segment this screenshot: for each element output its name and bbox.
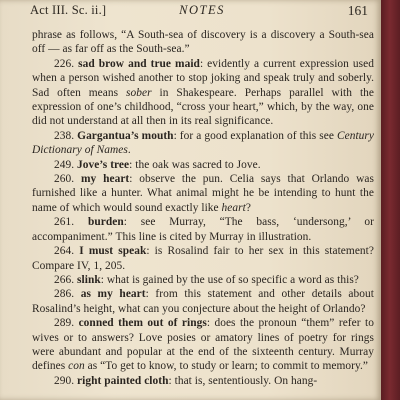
note-lemma: right painted cloth [77,374,169,387]
line-number: 238. [54,129,75,142]
line-number: 260. [54,173,75,186]
note-261 [32,215,374,244]
note-text: : does the pronoun “them” refer to wives or to answers? Love posies or amatory lines of poetry for rings were abundant and popular at the end of the sixteenth century. Murray defines [32,317,374,373]
note-264 [32,244,374,273]
note-text: : see Murray, “The bass, ‘undersong,’ or accompaniment.” This line is cited by Murray in illustration. [32,216,374,243]
line-number: 289. [54,317,75,330]
note-266 [32,273,374,287]
note-lemma: my heart [80,173,130,186]
note-text: in Shakespeare. Perhaps parallel with the expression of one’s childhood, “cross your heart,” which, by the way, one did not understand at all then in its real significance. [32,86,375,128]
note-text: : the oak was sacred to Jove. [129,158,261,171]
line-number: 261. [54,216,75,229]
line-number: 226. [54,57,75,70]
line-number: 266. [54,273,75,286]
note-text: phrase as follows, “A South-sea of discovery is a discovery a South-sea off — as far off as the South-sea.” [32,29,374,56]
note-text: : for a good explanation of this see [173,129,337,142]
note-text: . [127,144,131,157]
note-290 [32,374,374,388]
note-249 [32,158,374,172]
page-number: 161 [347,3,368,18]
note-lemma: sad brow and true maid [78,57,200,70]
note-text: ? [245,201,251,214]
note-text: : evidently a current expression used when a person wished another to stop joking and speak truly and soberly. Sad often means [32,57,375,99]
note-lemma: as my heart [80,288,146,301]
note-289 [32,316,374,374]
line-number: 264. [54,245,75,258]
note-lemma: Jove’s tree [77,158,130,171]
note-238 [32,129,374,158]
note-260 [32,172,374,215]
note-lemma: I must speak [79,245,147,258]
note-lemma: burden [87,216,124,229]
line-number: 290. [54,374,75,387]
note-italic: con [68,360,85,373]
note-text: : observe the pun. Celia says that Orlando was furnished like a hunter. What animal might he be intending to hunt the name of which would sound exactly like [32,173,374,214]
note-italic: sober [126,86,152,99]
note-lemma: conned them out of rings [78,317,207,330]
notes-body [32,28,374,388]
note-italic: Century Dictionary of Names [32,129,375,157]
note-226 [32,57,374,129]
note-text: : from this statement and other details about Rosalind’s height, what can you conjecture about the height of Orlando? [32,288,374,315]
header-title: NOTES [179,3,225,17]
note-text: : what is gained by the use of so specific a word as this? [100,273,359,286]
note-continuation [32,28,374,57]
header-act-scene: Act III. Sc. ii.] [30,3,107,17]
note-lemma: Gargantua’s mouth [77,129,174,142]
running-header [30,3,374,21]
note-lemma: slink [77,273,101,286]
note-text: : is Rosalind fair to her sex in this statement? Compare IV, 1, 205. [32,245,374,272]
book-cover-edge [381,0,400,400]
note-text: as “To get to know, to study or learn; to commit to memory.” [84,360,369,373]
line-number: 249. [54,158,75,171]
note-286 [32,287,374,316]
note-italic: heart [221,201,246,214]
note-text: : that is, sententiously. On hang- [168,374,318,387]
line-number: 286. [54,288,75,301]
